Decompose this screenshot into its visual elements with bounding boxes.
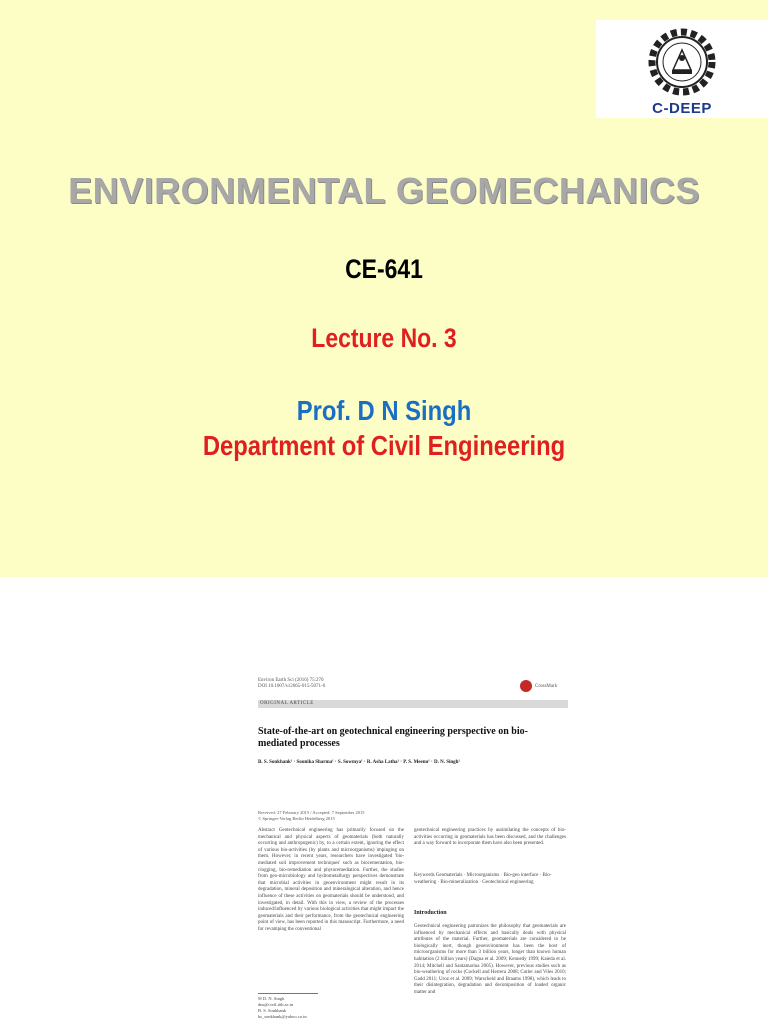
crossmark-icon (520, 680, 532, 692)
professor-name: Prof. D N Singh (296, 395, 472, 426)
paper-keywords: Keywords Geomaterials · Microorganisms · Bio-geo interface · Bio-weathering · Bio-mineralization · Geotechnical engineering (414, 873, 552, 885)
paper-dates (258, 810, 364, 822)
copyright: © Springer-Verlag Berlin Heidelberg 2015 (258, 816, 335, 821)
footnote-email: dns@civil.iitb.ac.in (258, 1002, 294, 1007)
cdeep-logo (596, 20, 768, 118)
lecture-number: Lecture No. 3 (311, 323, 457, 353)
course-code: CE-641 (345, 254, 423, 284)
crossmark-badge (520, 680, 557, 692)
footnote-divider (258, 993, 318, 994)
slide-title: ENVIRONMENTAL GEOMECHANICS (68, 170, 700, 211)
paper-title: State-of-the-art on geotechnical engineering perspective on bio-mediated processes (258, 726, 528, 749)
footnote-author: ✉ D. N. Singh (258, 996, 285, 1001)
journal-info (258, 678, 325, 690)
crossmark-label: CrossMark (535, 683, 558, 689)
department-name: Department of Civil Engineering (202, 430, 566, 461)
received-date: Received: 27 February 2015 / Accepted: 7 September 2015 (258, 810, 365, 815)
abstract-continued: geotechnical engineering practices by assimilating the concepts of bio-activities occurring in geomaterials has been discussed, and the challenges and a way forward to incorporate them have also been presented. (414, 828, 566, 847)
logo-label: C-DEEP (652, 100, 712, 117)
article-type-bar: ORIGINAL ARTICLE (258, 700, 568, 708)
paper-thumbnail (254, 676, 570, 1024)
journal-citation: Environ Earth Sci (2016) 75:270 (258, 678, 324, 683)
paper-abstract: Abstract Geotechnical engineering has primarily focused on the mechanical and physical aspects of geomaterials (both naturally occurring and anthropogenic) by, to a certain extent, ignoring the effect of various bio-activities (by plants and microorganisms) impinging on them. However, in recent years, researchers have investigated 'bio-mediated soil improvement techniques' such as biocementation, bio-clogging, bio-remediation and phytoremediation. Further, the studies from geo-microbiology and hydrometallurgy perspectives demonstrate that microbial activities in geoenvironment might result in its degradation, mineral deposition and mineralogical alteration, and hence influence of these activities on geomaterials should be understood, and investigated, in detail. With this in view, a review of the processes induced/influenced by various biological activities that might impact the geomaterials and their performance, from the geotechnical engineering point of view, has been reported in this manuscript. Furthermore, a need for revamping the conventional (258, 828, 404, 932)
journal-doi: DOI 10.1007/s12665-015-5071-6 (258, 684, 326, 689)
correspondence-footnote (258, 996, 404, 1020)
footnote-email-2: bs_sonkhank@yahoo.co.in (258, 1014, 307, 1019)
gear-emblem-icon (634, 26, 730, 100)
footnote-author-2: B. S. Sonkhank (258, 1008, 287, 1013)
intro-text: Geotechnical engineering patronizes the philosophy that geomaterials are influenced by mechanical effects and basically deals with physical attributes of the material. Further, geomaterials are considered to be biologically inert, though geoenvironment has been the host of microorganisms for more than 3 billion years, longer than known human habitation (2 billion years) (Dagna et al. 2009; Kennedy 1999; Kaieda et al. 2014; Mitchell and Santamarina 2005). However, previous studies such as bio-weathering of rocks (Cockell and Herrera 2008; Cutler and Viles 2010; Gadd 2011; Uroz et al. 2009; Warscheid and Braams 1998), which leads to their disintegration, degradation and decomposition of loaded organic matter and (414, 924, 566, 995)
intro-heading: Introduction (414, 910, 447, 916)
paper-authors: B. S. Sonkhank¹ · Sounika Sharma¹ · S. Sowmya¹ · R. Asha Latha¹ · P. S. Meenu¹ · D. N. Singh¹ (258, 760, 460, 765)
